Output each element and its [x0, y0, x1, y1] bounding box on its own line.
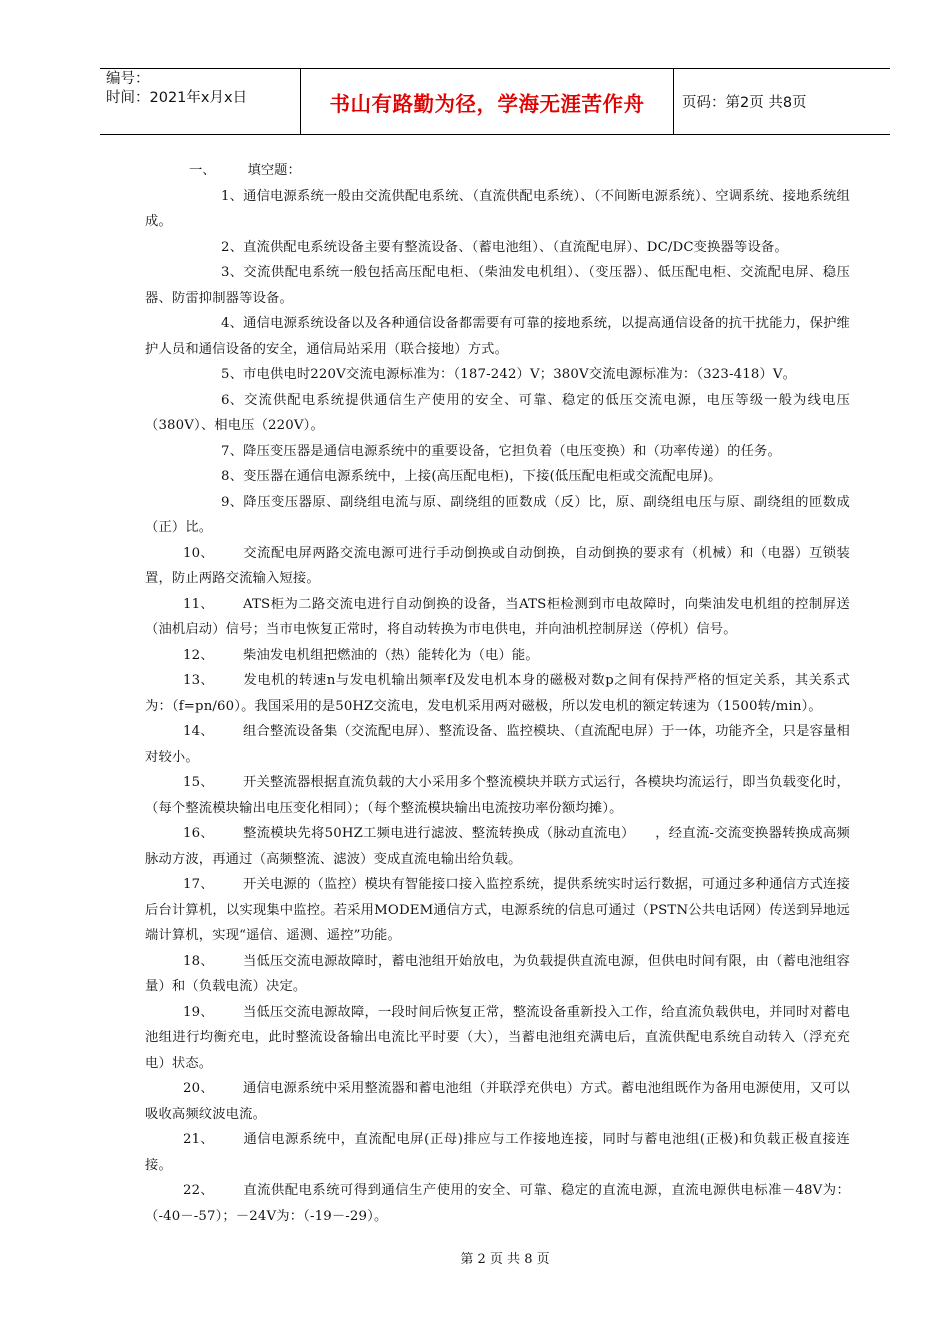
- question-number: 17、: [183, 877, 214, 892]
- question-number: 2、: [221, 239, 244, 255]
- question-text: 市电供电时220V交流电源标准为：（187-242）V；380V交流电源标准为：（323-418）V。: [243, 367, 797, 382]
- question-number: 19、: [183, 1004, 214, 1020]
- question-number: 3、: [221, 265, 244, 280]
- question-item: [145, 541, 850, 592]
- question-list: [145, 184, 850, 1230]
- question-text: 开关电源的（监控）模块有智能接口接入监控系统，提供系统实时运行数据，可通过多种通信方式连接后台计算机，以实现集中监控。若采用MODEM通信方式，电源系统的信息可通过（PSTN公共电话网）传送到异地远端计算机，实现“遥信、遥测、遥控”功能。: [145, 877, 850, 943]
- question-text: 当低压交流电源故障，一段时间后恢复正常，整流设备重新投入工作，给直流负载供电，并同时对蓄电池组进行均衡充电，此时整流设备输出电流比平时要（大），当蓄电池组充满电后，直流供配电系统自动转入（浮充充电）状态。: [145, 1004, 850, 1071]
- question-number: 8、: [221, 469, 244, 484]
- document-time-label: 时间：2021年x月x日: [106, 90, 248, 106]
- question-item: [145, 1178, 850, 1229]
- question-text: 组合整流设备集（交流配电屏）、整流设备、监控模块、（直流配电屏）于一体，功能齐全，只是容量相对较小。: [145, 724, 850, 765]
- question-number: 11、: [183, 596, 214, 612]
- question-number: 14、: [183, 724, 214, 739]
- question-text: 变压器在通信电源系统中，上接(高压配电柜)，下接(低压配电柜或交流配电屏)。: [243, 469, 722, 484]
- question-item: [145, 872, 850, 949]
- question-text: ATS柜为二路交流电进行自动倒换的设备，当ATS柜检测到市电故障时，向柴油发电机组的控制屏送（油机启动）信号；当市电恢复正常时，将自动转换为市电供电，并向油机控制屏送（停机）信号。: [145, 596, 850, 637]
- question-number: 13、: [183, 673, 214, 688]
- question-item: [145, 770, 850, 821]
- question-item: [145, 949, 850, 1000]
- question-item: [145, 1076, 850, 1127]
- question-number: 22、: [183, 1183, 214, 1198]
- question-item: [145, 1127, 850, 1178]
- question-item: [145, 235, 850, 261]
- question-number: 15、: [183, 775, 214, 790]
- question-number: 10、: [183, 545, 214, 561]
- question-text: 交流配电屏两路交流电源可进行手动倒换或自动倒换，自动倒换的要求有（机械）和（电器）互锁装置，防止两路交流输入短接。: [145, 545, 850, 586]
- header-meta: [100, 69, 301, 134]
- question-number: 16、: [183, 826, 214, 841]
- question-text: 发电机的转速n与发电机输出频率f及发电机本身的磁极对数p之间有保持严格的恒定关系，其关系式为：（f=pn/60）。我国采用的是50HZ交流电，发电机采用两对磁极，所以发电机的额定转速为（1500转/min）。: [145, 673, 850, 714]
- question-item: [145, 439, 850, 465]
- section-title: 填空题：: [247, 163, 301, 178]
- question-item: [145, 719, 850, 770]
- question-item: [145, 184, 850, 235]
- question-number: 18、: [183, 953, 214, 969]
- question-item: [145, 643, 850, 669]
- question-text: 交流供配电系统一般包括高压配电柜、（柴油发电机组）、（变压器）、低压配电柜、交流配电屏、稳压器、防雷抑制器等设备。: [145, 265, 850, 306]
- question-number: 5、: [221, 367, 244, 382]
- question-text: 降压变压器是通信电源系统中的重要设备，它担负着（电压变换）和（功率传递）的任务。: [243, 443, 781, 459]
- question-text: 通信电源系统中，直流配电屏(正母)排应与工作接地连接，同时与蓄电池组(正极)和负载正极直接连接。: [145, 1132, 850, 1173]
- document-body: [145, 158, 850, 1229]
- question-number: 9、: [221, 494, 244, 510]
- question-text: 通信电源系统设备以及各种通信设备都需要有可靠的接地系统，以提高通信设备的抗干扰能力，保护维护人员和通信设备的安全，通信局站采用（联合接地）方式。: [145, 316, 850, 357]
- question-item: [145, 388, 850, 439]
- question-text: 柴油发电机组把燃油的（热）能转化为（电）能。: [243, 647, 539, 663]
- question-number: 7、: [221, 443, 244, 459]
- question-text: 直流供配电系统设备主要有整流设备、（蓄电池组）、（直流配电屏）、DC/DC变换器等设备。: [243, 239, 788, 255]
- question-item: [145, 311, 850, 362]
- question-text: 交流供配电系统提供通信生产使用的安全、可靠、稳定的低压交流电源，电压等级一般为线电压（380V）、相电压（220V）。: [145, 392, 850, 433]
- header-page-label: 页码：第2页 共8页: [682, 95, 807, 111]
- question-item: [145, 362, 850, 388]
- page-header: [100, 68, 890, 135]
- page-footer: 第 2 页 共 8 页: [460, 1252, 550, 1267]
- section-index: 一、: [189, 163, 216, 178]
- question-number: 20、: [183, 1081, 214, 1096]
- question-item: [145, 490, 850, 541]
- question-text: 通信电源系统一般由交流供配电系统、（直流供配电系统）、（不间断电源系统）、空调系统、接地系统组成。: [145, 188, 850, 229]
- question-number: 1、: [221, 188, 244, 204]
- question-item: [145, 464, 850, 490]
- question-number: 12、: [183, 647, 214, 663]
- question-number: 21、: [183, 1132, 214, 1147]
- section-heading: [145, 158, 850, 184]
- question-item: [145, 1000, 850, 1077]
- question-text: 整流模块先将50HZ工频电进行滤波、整流转换成（脉动直流电） ，经直流-交流变换器转换成高频脉动方波，再通过（高频整流、滤波）变成直流电输出给负载。: [145, 826, 850, 867]
- header-motto: 书山有路勤为径，学海无涯苦作舟: [301, 69, 674, 134]
- question-number: 6、: [221, 392, 244, 408]
- question-text: 降压变压器原、副绕组电流与原、副绕组的匝数成（反）比，原、副绕组电压与原、副绕组的匝数成（正）比。: [145, 494, 850, 535]
- question-number: 4、: [221, 316, 244, 331]
- question-text: 当低压交流电源故障时，蓄电池组开始放电，为负载提供直流电源，但供电时间有限，由（蓄电池组容量）和（负载电流）决定。: [145, 953, 850, 994]
- document-number-label: 编号：: [106, 71, 150, 87]
- question-text: 开关整流器根据直流负载的大小采用多个整流模块并联方式运行，各模块均流运行，即当负载变化时，（每个整流模块输出电压变化相同）；（每个整流模块输出电流按功率份额均摊）。: [145, 775, 850, 816]
- question-item: [145, 821, 850, 872]
- question-item: [145, 592, 850, 643]
- question-item: [145, 668, 850, 719]
- question-text: 通信电源系统中采用整流器和蓄电池组（并联浮充供电）方式。蓄电池组既作为备用电源使用，又可以吸收高频纹波电流。: [145, 1081, 850, 1122]
- question-item: [145, 260, 850, 311]
- question-text: 直流供配电系统可得到通信生产使用的安全、可靠、稳定的直流电源，直流电源供电标准－48V为：（-40－-57）；－24V为：（-19－-29）。: [145, 1183, 850, 1224]
